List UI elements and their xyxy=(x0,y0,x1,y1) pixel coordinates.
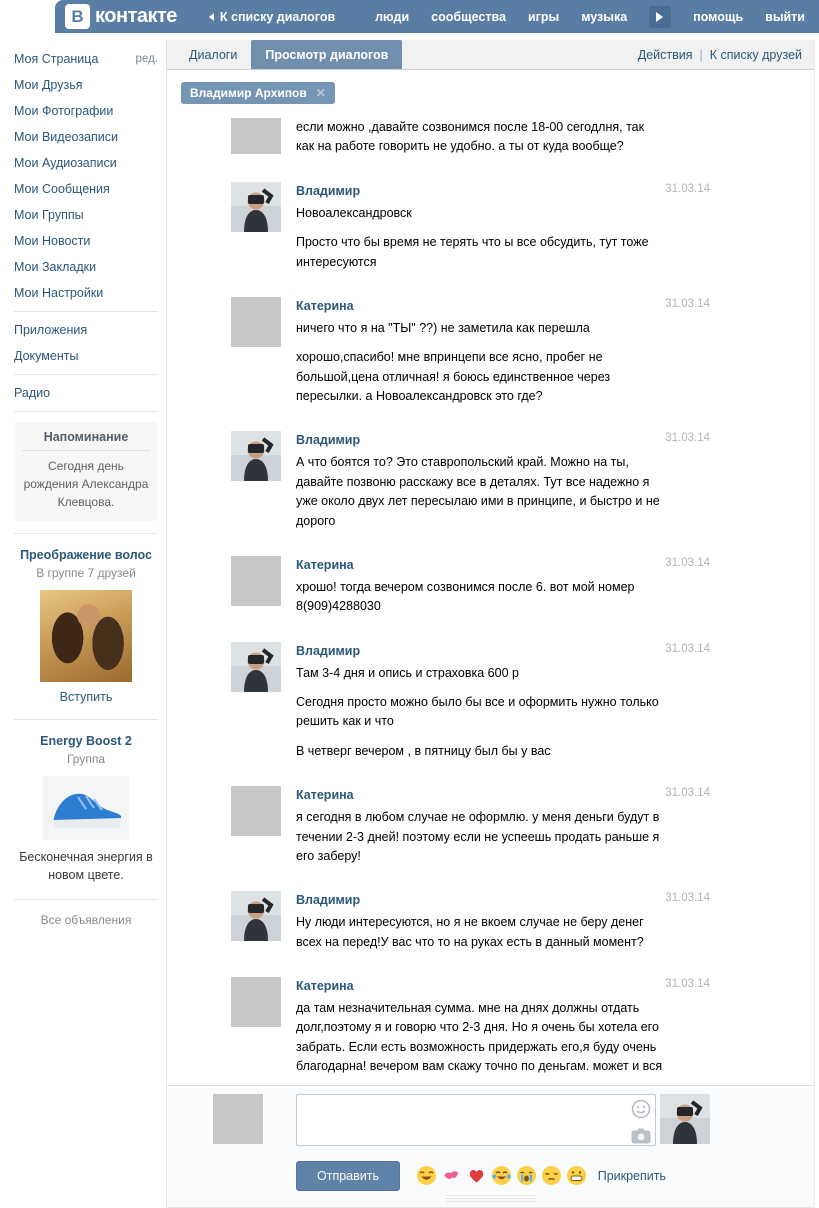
avatar[interactable] xyxy=(231,182,281,232)
ad-image-hair[interactable] xyxy=(40,590,132,682)
shoe-illustration xyxy=(48,785,124,831)
ad-image-shoe[interactable] xyxy=(43,776,129,840)
sidebar-item-apps[interactable]: Приложения xyxy=(14,323,88,337)
vk-logo-text: контакте xyxy=(95,5,177,27)
sidebar-divider xyxy=(14,899,158,900)
nav-games[interactable]: игры xyxy=(527,9,560,24)
chevron-right-icon xyxy=(656,12,668,22)
message-text: да там незначительная сумма. мне на днях должны отдать долг,поэтому я и говорю что 2-3 дня. Но я очень бы хотела его забрать. Если есть возможность придержать его,я буду очень благодарна! вечером вам скажу точно по деньгам. может и вся xyxy=(296,1001,663,1074)
back-to-dialogs-label: К списку диалогов xyxy=(219,9,336,24)
emoji-loudly-crying-icon[interactable] xyxy=(516,1165,537,1186)
resize-handle[interactable] xyxy=(446,1195,536,1203)
message xyxy=(167,118,814,167)
dialogs-toolbar xyxy=(167,40,814,70)
message-date: 31.03.14 xyxy=(665,432,710,445)
message-text: В четверг вечером , в пятницу был бы у вас xyxy=(296,743,551,758)
chat-area xyxy=(167,70,814,1077)
sidebar-item-news[interactable]: Мои Новости xyxy=(14,234,91,248)
nav-music[interactable]: музыка xyxy=(581,9,628,24)
avatar[interactable] xyxy=(213,1094,263,1144)
message-text: хрошо! тогда вечером созвонимся после 6. вот мой номер 8(909)4288030 xyxy=(296,579,635,614)
message xyxy=(167,786,814,876)
avatar[interactable] xyxy=(231,642,281,692)
emoji-grinning-icon[interactable] xyxy=(566,1165,587,1186)
message-date: 31.03.14 xyxy=(665,787,710,800)
message-author[interactable]: Катерина xyxy=(296,557,354,572)
sidebar-item-videos[interactable]: Мои Видеозаписи xyxy=(14,130,119,144)
message-text: Сегодня просто можно было бы все и оформить нужно только решить как и что xyxy=(296,695,659,729)
quick-emoji-row xyxy=(416,1165,587,1186)
emoji-kiss-mark-icon[interactable] xyxy=(441,1165,462,1186)
ad-energy-boost xyxy=(14,725,158,894)
message-author[interactable]: Владимир xyxy=(296,183,361,198)
reminder-panel xyxy=(14,422,158,521)
sidebar-divider xyxy=(14,719,158,720)
message-text: А что боятся то? Это ставропольский край. Можно на ты, давайте позвоню расскажу все в деталях. Тут все надежно я уже около двух лет пересылаю ими в принципе, и быстро и не дорого xyxy=(296,455,660,528)
avatar[interactable] xyxy=(231,977,281,1027)
sidebar-item-bookmarks[interactable]: Мои Закладки xyxy=(14,260,97,274)
sidebar-divider xyxy=(14,533,158,534)
ad-subtitle: Группа xyxy=(66,751,106,766)
sidebar-item-radio[interactable]: Радио xyxy=(14,386,51,400)
sidebar-item-messages[interactable]: Мои Сообщения xyxy=(14,182,110,196)
message-text: хорошо,спасибо! мне впринцепи все ясно, пробег не большой,цена отличная! я боюсь единственное через пересылки. а Новоалександровск это где? xyxy=(296,350,611,403)
message-text: Новоалександровск xyxy=(296,205,412,220)
message xyxy=(167,891,814,962)
avatar[interactable] xyxy=(231,118,281,154)
vk-logo[interactable] xyxy=(65,4,177,29)
ad-title[interactable]: Преображение волос xyxy=(20,548,152,562)
message-date: 31.03.14 xyxy=(665,642,710,655)
emoji-joy-icon[interactable] xyxy=(491,1165,512,1186)
actions-link[interactable]: Действия xyxy=(637,47,693,62)
vk-logo-icon: В xyxy=(65,4,90,29)
nav-communities[interactable]: сообщества xyxy=(431,9,506,24)
tab-dialog-view[interactable]: Просмотр диалогов xyxy=(251,40,402,69)
message-date: 31.03.14 xyxy=(665,182,710,195)
dialog-filter-label: Владимир Архипов xyxy=(190,86,307,100)
top-nav xyxy=(375,6,805,28)
sidebar-divider xyxy=(14,374,158,375)
sidebar-item-audio[interactable]: Мои Аудиозаписи xyxy=(14,156,117,170)
reminder-title: Напоминание xyxy=(22,430,150,451)
sidebar-item-my-page[interactable]: Моя Страница xyxy=(14,52,99,66)
message-text: я сегодня в любом случае не оформлю. у меня деньги будут в течении 2-3 дней! поэтому если не успеешь продать раньше я его заберу! xyxy=(296,810,660,863)
ad-join-link[interactable]: Вступить xyxy=(59,689,113,704)
emoji-pensive-icon[interactable] xyxy=(541,1165,562,1186)
message xyxy=(167,977,814,1077)
send-button[interactable]: Отправить xyxy=(296,1161,400,1191)
reminder-text: Сегодня день рождения Александра Клевцова. xyxy=(23,459,149,509)
message-composer xyxy=(167,1085,814,1208)
all-ads-link[interactable]: Все объявления xyxy=(40,913,132,927)
message xyxy=(167,556,814,627)
back-to-dialogs-link[interactable] xyxy=(205,10,335,24)
top-bar xyxy=(55,0,819,33)
camera-icon[interactable] xyxy=(631,1128,651,1144)
avatar[interactable] xyxy=(231,297,281,347)
message-text: Там 3-4 дня и опись и страховка 600 р xyxy=(296,665,519,680)
sidebar-item-settings[interactable]: Мои Настройки xyxy=(14,286,104,300)
sidebar-item-friends[interactable]: Мои Друзья xyxy=(14,78,83,92)
message-text: если можно ,давайте созвонимся после 18-00 сегодлня, так как на работе говорить не удобно. а ты от куда вообще? xyxy=(296,120,645,154)
arrow-left-icon xyxy=(205,13,214,21)
ad-caption: Бесконечная энергия в новом цвете. xyxy=(19,849,153,882)
emoji-heart-icon[interactable] xyxy=(466,1165,487,1186)
message-date: 31.03.14 xyxy=(665,892,710,905)
sidebar-edit-link[interactable]: ред. xyxy=(135,53,158,65)
message-author[interactable]: Катерина xyxy=(296,979,354,993)
main-panel xyxy=(166,40,815,1208)
message xyxy=(167,431,814,541)
sidebar xyxy=(0,40,166,935)
tab-dialogs[interactable]: Диалоги xyxy=(189,47,238,62)
message-text: ничего что я на "ТЫ" ??) не заметила как перешла xyxy=(296,320,590,335)
message xyxy=(167,297,814,417)
close-icon[interactable]: ✕ xyxy=(315,86,326,100)
ad-hair-group xyxy=(14,539,158,714)
message-author[interactable]: Владимир xyxy=(296,643,361,658)
avatar[interactable] xyxy=(660,1094,710,1144)
avatar[interactable] xyxy=(231,891,281,941)
avatar[interactable] xyxy=(231,431,281,481)
message-input[interactable] xyxy=(296,1094,656,1146)
message-text: Просто что бы время не терять что ы все обсудить, тут тоже интересуются xyxy=(296,235,649,269)
avatar[interactable] xyxy=(231,786,281,836)
message-author[interactable]: Катерина xyxy=(296,788,354,803)
nav-more-button[interactable] xyxy=(649,6,671,28)
sidebar-divider xyxy=(14,411,158,412)
sidebar-item-groups[interactable]: Мои Группы xyxy=(14,208,84,222)
dialog-filter-tag[interactable] xyxy=(181,82,335,104)
nav-help[interactable]: помощь xyxy=(693,9,744,24)
emoji-laughing-icon[interactable] xyxy=(416,1165,437,1186)
sidebar-item-documents[interactable]: Документы xyxy=(14,349,79,363)
message-date: 31.03.14 xyxy=(665,978,710,990)
avatar[interactable] xyxy=(231,556,281,606)
message-date: 31.03.14 xyxy=(665,297,710,310)
ad-title[interactable]: Energy Boost 2 xyxy=(40,733,132,748)
message xyxy=(167,182,814,282)
message-author[interactable]: Владимир xyxy=(296,433,361,448)
sidebar-divider xyxy=(14,311,158,312)
message-date: 31.03.14 xyxy=(665,556,710,569)
message xyxy=(167,642,814,772)
emoji-picker-icon[interactable] xyxy=(631,1099,651,1119)
attach-link[interactable]: Прикрепить xyxy=(597,1168,666,1183)
sidebar-item-photos[interactable]: Мои Фотографии xyxy=(14,104,114,118)
friends-list-link[interactable]: К списку друзей xyxy=(709,47,802,62)
separator: | xyxy=(699,47,703,62)
nav-people[interactable]: люди xyxy=(375,9,410,24)
ad-subtitle: В группе 7 друзей xyxy=(36,565,136,580)
message-author[interactable]: Катерина xyxy=(296,298,354,313)
message-author[interactable]: Владимир xyxy=(296,893,361,908)
message-text: Ну люди интересуются, но я не вкоем случае не беру денег всех на перед!У вас что то на руках есть в данный момент? xyxy=(296,915,644,949)
nav-logout[interactable]: выйти xyxy=(765,9,805,24)
